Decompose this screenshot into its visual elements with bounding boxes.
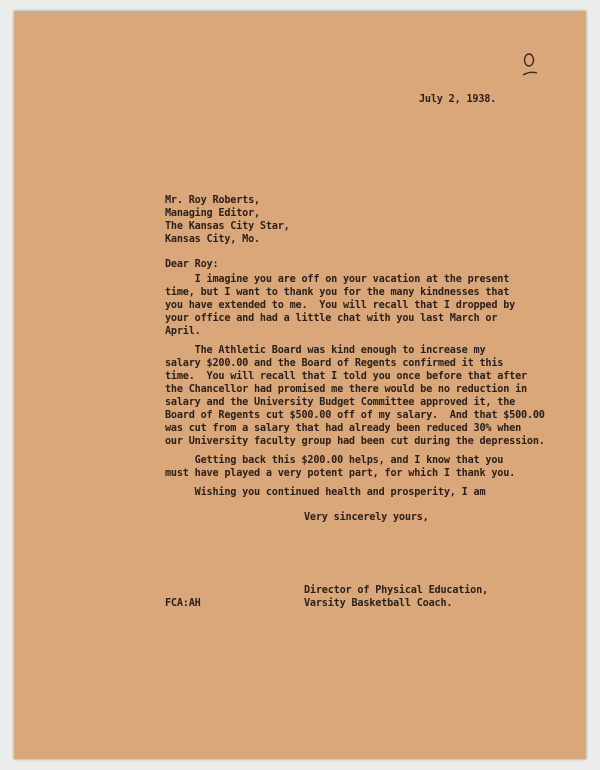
- signature-title-line: Varsity Basketball Coach.: [304, 598, 453, 609]
- letter-date: July 2, 1938.: [419, 94, 497, 105]
- body-line: our University faculty group had been cut during the depression.: [165, 436, 545, 447]
- address-line: Managing Editor,: [165, 208, 260, 219]
- paragraph-4: Wishing you continued health and prosperity, I am: [165, 487, 486, 498]
- pencil-mark: [521, 49, 539, 79]
- body-line: was cut from a salary that had already been reduced 30% when: [165, 423, 522, 434]
- body-line: the Chancellor had promised me there would be no reduction in: [165, 384, 527, 395]
- address-line: Mr. Roy Roberts,: [165, 195, 260, 206]
- typist-initials: FCA:AH: [165, 598, 201, 609]
- body-line: time, but I want to thank you for the many kindnesses that: [165, 287, 510, 298]
- body-line: April.: [165, 326, 201, 337]
- body-line: I imagine you are off on your vacation at the present: [165, 274, 510, 285]
- body-line: your office and had a little chat with you last March or: [165, 313, 498, 324]
- body-line: you have extended to me. You will recall that I dropped by: [165, 300, 516, 311]
- address-line: Kansas City, Mo.: [165, 234, 260, 245]
- signature-title-line: Director of Physical Education,: [304, 585, 488, 596]
- body-line: time. You will recall that I told you once before that after: [165, 371, 527, 382]
- body-line: salary and the University Budget Committee approved it, the: [165, 397, 516, 408]
- body-line: The Athletic Board was kind enough to increase my: [165, 345, 486, 356]
- body-line: Getting back this $200.00 helps, and I know that you: [165, 455, 504, 466]
- letter-page: [14, 11, 586, 759]
- closing: Very sincerely yours,: [304, 512, 429, 523]
- address-line: The Kansas City Star,: [165, 221, 290, 232]
- salutation: Dear Roy:: [165, 259, 219, 270]
- body-line: must have played a very potent part, for which I thank you.: [165, 468, 516, 479]
- body-line: Board of Regents cut $500.00 off of my salary. And that $500.00: [165, 410, 545, 421]
- body-line: salary $200.00 and the Board of Regents confirmed it this: [165, 358, 504, 369]
